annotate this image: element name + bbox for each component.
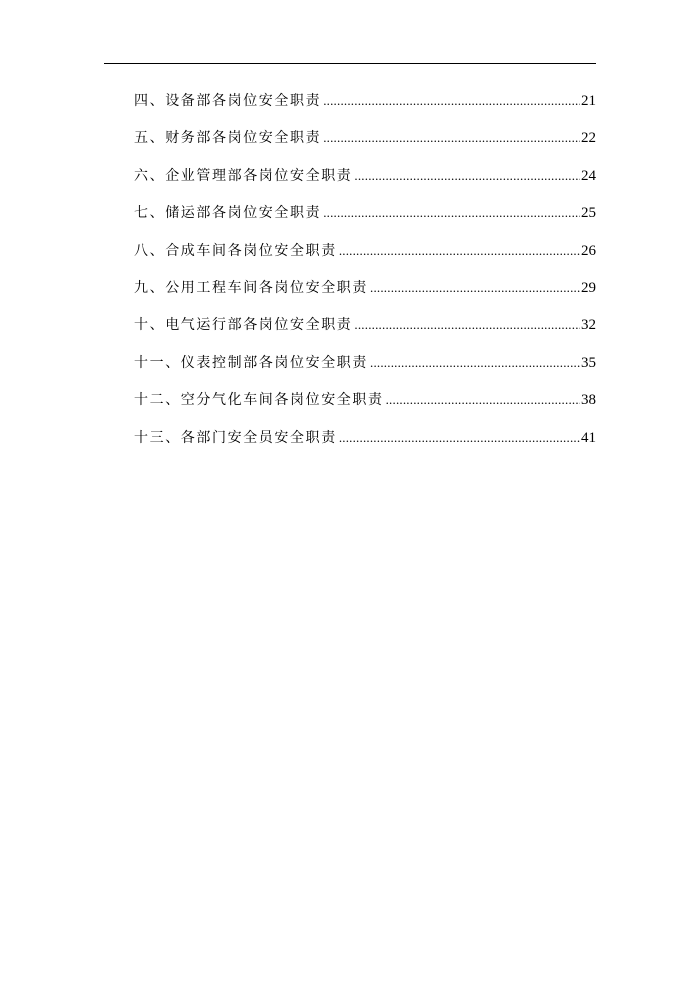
- toc-entry: [134, 390, 596, 427]
- toc-dot-leader: [370, 353, 580, 373]
- toc-dot-leader: [339, 428, 580, 448]
- toc-dot-leader: [370, 278, 580, 298]
- toc-entry: [134, 353, 596, 390]
- toc-entry-title: 十三、各部门安全员安全职责: [134, 429, 337, 446]
- toc-entry: [134, 128, 596, 165]
- toc-dot-leader: [354, 315, 580, 335]
- toc-entry-title: 十一、仪表控制部各岗位安全职责: [134, 354, 368, 371]
- toc-entry-title: 六、企业管理部各岗位安全职责: [134, 167, 353, 184]
- toc-entry-page: 22: [581, 130, 596, 147]
- header-rule: [104, 63, 596, 64]
- toc-entry-title: 十二、空分气化车间各岗位安全职责: [134, 392, 384, 409]
- toc-dot-leader: [339, 241, 580, 261]
- toc-entry-page: 21: [581, 93, 596, 109]
- toc-entry: [134, 428, 596, 465]
- toc-entry-page: 32: [581, 317, 596, 334]
- toc-entry: [134, 166, 596, 203]
- toc-entry-title: 四、设备部各岗位安全职责: [134, 93, 322, 109]
- toc-dot-leader: [323, 128, 580, 148]
- toc-entry-page: 26: [581, 242, 596, 259]
- toc-entry-page: 35: [581, 354, 596, 371]
- toc-entry-page: 41: [581, 429, 596, 446]
- toc-dot-leader: [323, 91, 580, 111]
- toc-dot-leader: [354, 166, 580, 186]
- toc-entry-page: 29: [581, 279, 596, 296]
- table-of-contents: [134, 91, 596, 465]
- toc-entry-title: 七、储运部各岗位安全职责: [134, 205, 322, 222]
- toc-entry-title: 八、合成车间各岗位安全职责: [134, 242, 337, 259]
- toc-entry-title: 九、公用工程车间各岗位安全职责: [134, 279, 368, 296]
- toc-entry-title: 十、电气运行部各岗位安全职责: [134, 317, 353, 334]
- toc-entry: [134, 91, 596, 128]
- toc-entry: [134, 241, 596, 278]
- toc-entry-page: 24: [581, 167, 596, 184]
- toc-dot-leader: [323, 203, 580, 223]
- toc-entry-page: 38: [581, 392, 596, 409]
- toc-dot-leader: [386, 390, 580, 410]
- toc-entry: [134, 203, 596, 240]
- toc-entry: [134, 315, 596, 352]
- toc-entry: [134, 278, 596, 315]
- toc-entry-page: 25: [581, 205, 596, 222]
- toc-entry-title: 五、财务部各岗位安全职责: [134, 130, 322, 147]
